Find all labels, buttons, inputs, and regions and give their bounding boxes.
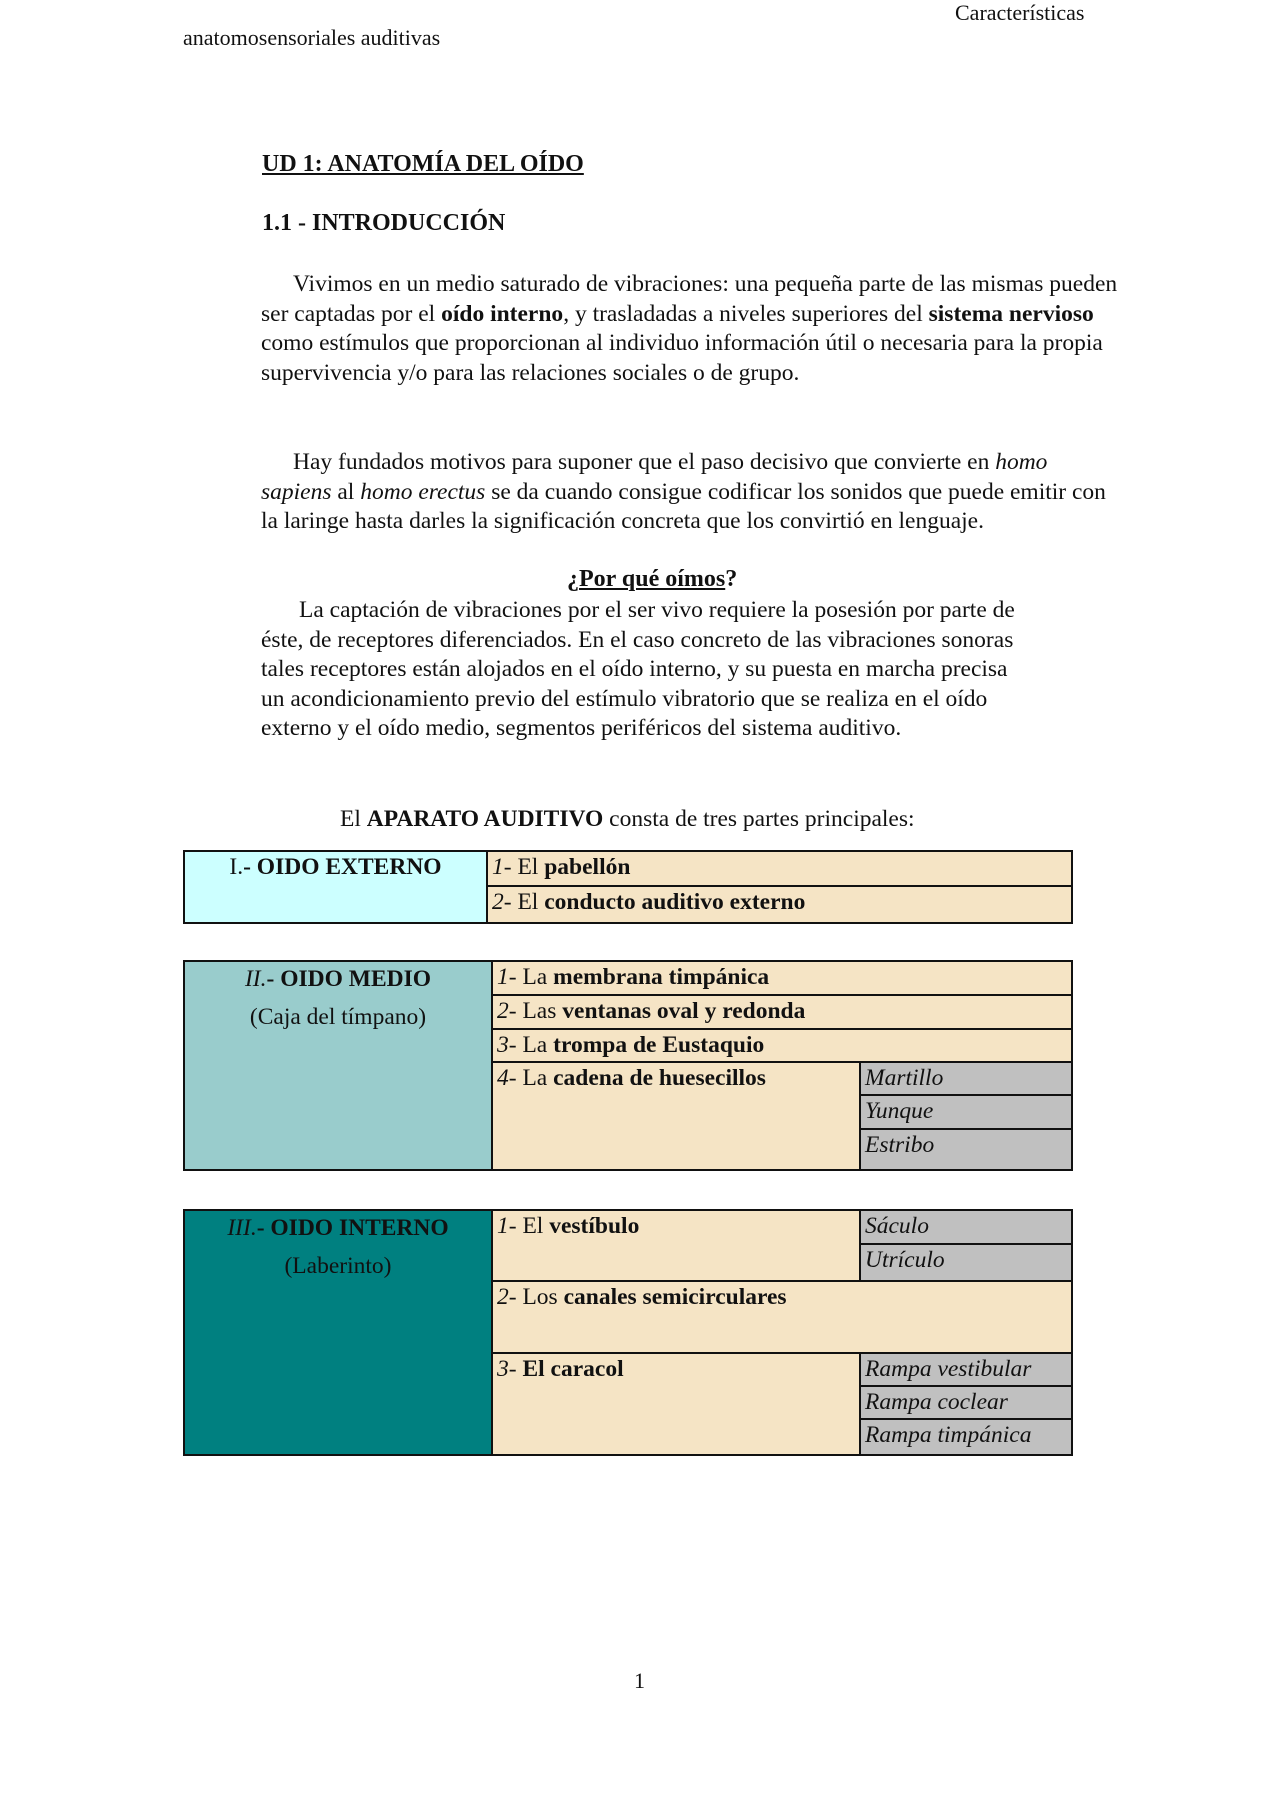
header-right: Características	[955, 0, 1085, 25]
bone-cell: Yunque	[859, 1094, 1073, 1130]
vestibulo-part-cell: Utrículo	[859, 1243, 1073, 1282]
table-row: 2- Los canales semicirculares	[491, 1280, 1073, 1354]
intro-paragraph-3: La captación de vibraciones por el ser vivo requiere la posesión por parte de éste, de receptores diferenciados. En el caso concreto de las vibraciones sonoras tales receptores están alojados en el oído interno, y su puesta en marcha precisa un acondicionamiento previo del estímulo vibratorio que se realiza en el oído externo y el oído medio, segmentos periféricos del sistema auditivo.	[261, 597, 1015, 741]
apparatus-intro: El APARATO AUDITIVO consta de tres partes principales:	[340, 806, 915, 832]
bone-cell: Estribo	[859, 1128, 1073, 1171]
table-row: 3- La trompa de Eustaquio	[491, 1028, 1073, 1063]
table-row: 1- El vestíbulo	[491, 1209, 861, 1282]
page-number: 1	[634, 1668, 645, 1693]
vestibulo-part-cell: Sáculo	[859, 1209, 1073, 1245]
oido-externo-label: I.- OIDO EXTERNO	[183, 850, 488, 924]
section-title: 1.1 - INTRODUCCIÓN	[262, 210, 506, 236]
caracol-part-cell: Rampa timpánica	[859, 1418, 1073, 1456]
bone-cell: Martillo	[859, 1061, 1073, 1096]
table-row: 4- La cadena de huesecillos	[491, 1061, 861, 1171]
table-row: 2- Las ventanas oval y redonda	[491, 994, 1073, 1030]
header-left: anatomosensoriales auditivas	[183, 25, 441, 50]
table-row: 1- La membrana timpánica	[491, 960, 1073, 996]
oido-interno-label: III.- OIDO INTERNO (Laberinto)	[183, 1209, 493, 1456]
question-heading: ¿Por qué oímos?	[567, 566, 738, 592]
caracol-part-cell: Rampa coclear	[859, 1385, 1073, 1420]
unit-title: UD 1: ANATOMÍA DEL OÍDO	[262, 151, 584, 177]
caracol-part-cell: Rampa vestibular	[859, 1352, 1073, 1387]
table-row: 2- El conducto auditivo externo	[486, 885, 1073, 924]
table-row: 1- El pabellón	[486, 850, 1073, 887]
table-row: 3- El caracol	[491, 1352, 861, 1456]
intro-paragraph-1: Vivimos en un medio saturado de vibraciones: una pequeña parte de las mismas pueden ser captadas por el oído interno, y trasladadas a niveles superiores del sistema nervioso como estímulos que proporcionan al individuo información útil o necesaria para la propia supervivencia y/o para las relaciones sociales o de grupo.	[261, 271, 1118, 386]
intro-paragraph-2: Hay fundados motivos para suponer que el paso decisivo que convierte en homo sapiens al homo erectus se da cuando consigue codificar los sonidos que puede emitir con la laringe hasta darles la significación concreta que los convirtió en lenguaje.	[261, 449, 1106, 534]
oido-medio-label: II.- OIDO MEDIO (Caja del tímpano)	[183, 960, 493, 1171]
